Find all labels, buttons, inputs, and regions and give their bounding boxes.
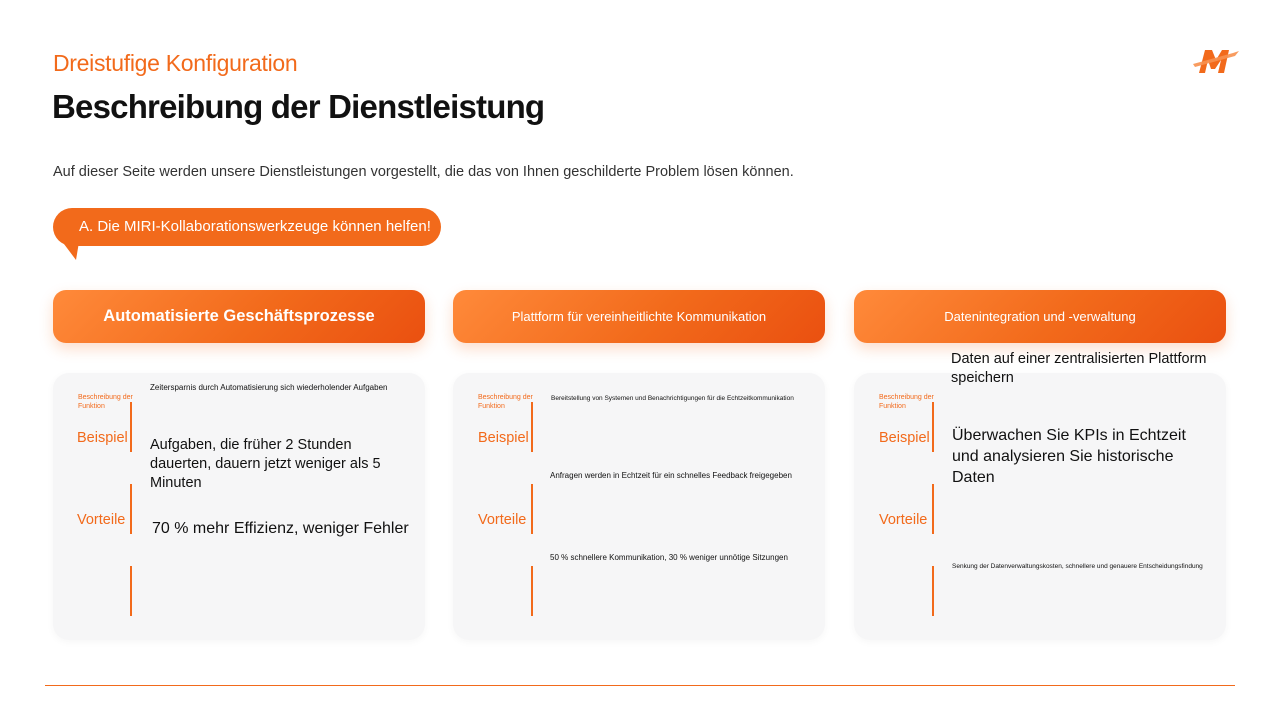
example-label: Beispiel xyxy=(478,430,529,446)
divider xyxy=(932,566,934,616)
benefits-label: Vorteile xyxy=(879,512,928,528)
example-label: Beispiel xyxy=(879,430,930,446)
divider xyxy=(531,402,533,452)
example-label: Beispiel xyxy=(77,430,128,446)
section-subtitle: Dreistufige Konfiguration xyxy=(53,50,298,76)
benefits-text: 50 % schnellere Kommunikation, 30 % weniger unnötige Sitzungen xyxy=(550,553,788,562)
feature-card xyxy=(53,373,425,640)
benefits-text: 70 % mehr Effizienz, weniger Fehler xyxy=(152,520,409,537)
divider xyxy=(130,402,132,452)
page-title: Beschreibung der Dienstleistung xyxy=(52,88,545,125)
tab-unified-communication[interactable] xyxy=(453,290,825,343)
function-label: Beschreibung der Funktion xyxy=(879,394,934,410)
divider xyxy=(531,484,533,534)
intro-text: Auf dieser Seite werden unsere Dienstleistungen vorgestellt, die das von Ihnen geschilderte Problem lösen können. xyxy=(53,164,794,180)
example-text: Aufgaben, die früher 2 Stunden dauerten, dauern jetzt weniger als 5 Minuten xyxy=(150,437,381,491)
divider xyxy=(932,484,934,534)
feature-card xyxy=(453,373,825,640)
divider xyxy=(932,402,934,452)
example-text: Überwachen Sie KPIs in Echtzeit und analysieren Sie historische Daten xyxy=(952,427,1186,486)
footer-divider xyxy=(45,685,1235,686)
divider xyxy=(130,566,132,616)
feature-card xyxy=(854,373,1226,640)
example-text: Anfragen werden in Echtzeit für ein schnelles Feedback freigegeben xyxy=(550,471,792,480)
divider xyxy=(130,484,132,534)
function-text: Bereitstellung von Systemen und Benachrichtigungen für die Echtzeitkommunikation xyxy=(551,395,794,402)
callout-badge: A. Die MIRI-Kollaborationswerkzeuge können helfen! xyxy=(53,208,441,246)
divider xyxy=(531,566,533,616)
tab-label: Automatisierte Geschäftsprozesse xyxy=(103,307,375,325)
tab-label: Plattform für vereinheitlichte Kommunikation xyxy=(511,309,767,324)
tab-label: Datenintegration und -verwaltung xyxy=(944,309,1136,324)
miri-m-logo xyxy=(1193,45,1239,79)
benefits-label: Vorteile xyxy=(77,512,126,528)
benefits-label: Vorteile xyxy=(478,512,527,528)
function-text: Zeitersparnis durch Automatisierung sich wiederholender Aufgaben xyxy=(150,383,388,392)
function-label: Beschreibung der Funktion xyxy=(78,394,133,410)
benefits-text: Senkung der Datenverwaltungskosten, schnellere und genauere Entscheidungsfindung xyxy=(952,563,1203,570)
function-label: Beschreibung der Funktion xyxy=(478,394,533,410)
tab-automated-processes[interactable] xyxy=(53,290,425,343)
function-text: Daten auf einer zentralisierten Plattform speichern xyxy=(951,351,1207,386)
tab-data-integration[interactable] xyxy=(854,290,1226,343)
